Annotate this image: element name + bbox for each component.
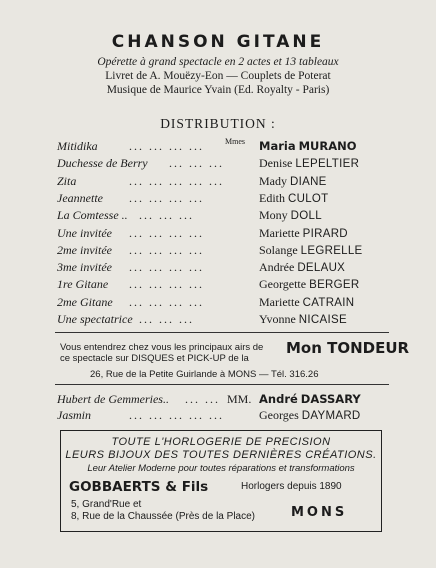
divider-bottom <box>55 384 389 385</box>
actor-first-name: Mony <box>259 208 288 223</box>
cast-row <box>57 312 387 329</box>
page-title: CHANSON GITANE <box>111 32 325 52</box>
clockmaker-address-1: 5, Grand'Rue et <box>71 499 142 510</box>
role-name: Jasmin <box>57 408 91 422</box>
actor-first-name: Mariette <box>259 225 300 240</box>
cast-row <box>57 208 387 225</box>
subtitle-line-3: Musique de Maurice Yvain (Ed. Royalty - Paris) <box>106 84 330 96</box>
actor-last-name: BERGER <box>309 279 360 292</box>
cast-row <box>57 156 387 173</box>
actor-last-name: LEGRELLE <box>300 244 363 257</box>
role-name: Une invitée <box>57 225 112 240</box>
role-name: Jeannette <box>57 190 103 205</box>
leader-dots: ... ... ... ... ... <box>129 408 224 422</box>
actor-name <box>259 174 327 189</box>
title-prefix: Mmes <box>225 137 245 146</box>
actor-last-name: DIANE <box>290 175 327 188</box>
cast-row <box>57 243 387 260</box>
actor-first-name: Edith <box>259 190 285 205</box>
actor-name <box>259 226 348 241</box>
actor-name <box>259 392 361 407</box>
actor-name <box>259 156 359 171</box>
distribution-heading: DISTRIBUTION : <box>160 116 276 131</box>
cast-row <box>57 260 387 277</box>
divider-top <box>55 332 389 333</box>
actor-last-name: CATRAIN <box>302 296 355 309</box>
clockmaker-town: MONS <box>291 505 348 520</box>
actor-last-name: MURANO <box>298 139 357 153</box>
role-name: 2me Gitane <box>57 294 113 309</box>
role-name: 2me invitée <box>57 242 112 257</box>
actor-name <box>259 312 347 327</box>
shop-name: Mon TONDEUR <box>286 339 410 357</box>
actor-name <box>259 208 322 223</box>
role-name: Hubert de Gemmeries.. <box>57 392 169 406</box>
actor-first-name: Yvonne <box>259 312 296 326</box>
role-name: 1re Gitane <box>57 277 109 292</box>
actor-last-name: NICAISE <box>298 314 347 326</box>
leader-dots: ... ... ... ... <box>129 294 204 309</box>
leader-dots: ... ... ... ... <box>129 139 204 153</box>
actor-last-name: CULOT <box>288 192 329 205</box>
clock-ad-line-2: LEURS BIJOUX DES TOUTES DERNIÈRES CRÉATIONS. <box>65 449 377 461</box>
role-name: Mitidika <box>57 139 98 153</box>
actor-name <box>259 295 354 310</box>
actor-last-name: DELAUX <box>297 262 346 275</box>
role-name: La Comtesse .. <box>57 208 128 223</box>
actor-first-name: Mariette <box>259 294 300 309</box>
actor-first-name: Solange <box>259 242 298 257</box>
ad-line-2: ce spectacle sur DISQUES et PICK-UP de la <box>60 353 249 364</box>
actor-last-name: DAYMARD <box>301 410 361 422</box>
clock-ad-line-3: Leur Atelier Moderne pour toutes réparations et transformations <box>87 463 355 474</box>
actor-last-name: DASSARY <box>300 392 361 406</box>
actor-name <box>259 408 361 423</box>
shop-address: 26, Rue de la Petite Guirlande à MONS — Tél. 316.26 <box>90 369 319 380</box>
cast-row <box>57 174 387 191</box>
actor-name <box>259 191 328 206</box>
leader-dots: ... ... ... ... <box>129 242 204 257</box>
cast-row <box>57 139 387 156</box>
leader-dots: ... ... ... <box>139 208 194 223</box>
title-prefix: MM. <box>227 392 252 406</box>
actor-first-name: Andrée <box>259 260 295 275</box>
clockmaker-since: Horlogers depuis 1890 <box>241 481 342 492</box>
actor-first-name: Maria <box>259 139 296 153</box>
clockmaker-address-2: 8, Rue de la Chaussée (Près de la Place) <box>71 511 255 522</box>
subtitle-line-1: Opérette à grand spectacle en 2 actes et 13 tableaux <box>97 56 339 68</box>
cast-row <box>57 191 387 208</box>
role-name: Zita <box>57 173 77 188</box>
actor-last-name: LEPELTIER <box>295 158 360 171</box>
actor-first-name: Mady <box>259 173 287 188</box>
cast-row <box>57 295 387 312</box>
actor-last-name: PIRARD <box>302 227 348 240</box>
role-name: Une spectatrice <box>57 312 133 326</box>
leader-dots: ... ... <box>185 392 220 406</box>
role-name: 3me invitée <box>57 260 112 275</box>
actor-name <box>259 260 345 275</box>
actor-last-name: DOLL <box>290 210 322 223</box>
actor-name <box>259 277 359 292</box>
leader-dots: ... ... ... ... <box>129 190 204 205</box>
ad-line-1: Vous entendrez chez vous les principaux airs de <box>60 342 264 353</box>
actor-first-name: Georges <box>259 408 299 422</box>
cast-row <box>57 408 387 425</box>
subtitle-line-2: Livret de A. Mouëzy-Eon — Couplets de Poterat <box>105 70 331 82</box>
cast-row <box>57 226 387 243</box>
actor-first-name: Denise <box>259 156 293 171</box>
leader-dots: ... ... ... ... <box>129 277 204 292</box>
leader-dots: ... ... ... ... ... <box>129 173 224 188</box>
role-name: Duchesse de Berry <box>57 156 148 171</box>
music-shop-ad <box>60 339 410 380</box>
leader-dots: ... ... ... ... <box>129 225 204 240</box>
leader-dots: ... ... ... <box>139 312 194 326</box>
clockmaker-ad <box>60 430 382 532</box>
cast-row <box>57 277 387 294</box>
leader-dots: ... ... ... ... <box>129 260 204 275</box>
cast-row <box>57 392 387 409</box>
actor-first-name: Georgette <box>259 277 307 292</box>
actor-first-name: André <box>259 392 298 406</box>
leader-dots: ... ... ... <box>169 156 224 171</box>
actor-name <box>259 139 357 154</box>
actor-name <box>259 243 363 258</box>
clock-ad-line-1: TOUTE L'HORLOGERIE DE PRECISION <box>111 436 331 448</box>
clockmaker-name: GOBBAERTS & Fils <box>69 479 209 495</box>
